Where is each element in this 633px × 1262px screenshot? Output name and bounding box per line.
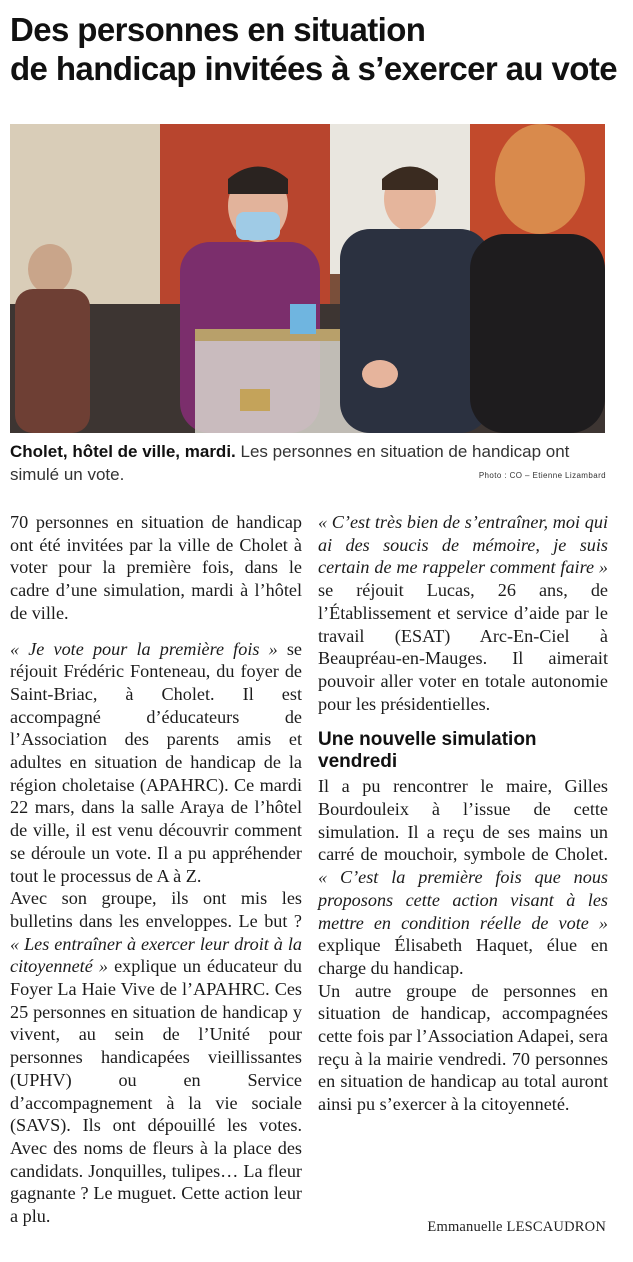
quote-fonteneau: « Je vote pour la première fois » [10, 638, 278, 659]
article-column-2 [318, 511, 608, 1116]
paragraph-2 [10, 638, 302, 888]
caption-lead: Cholet, hôtel de ville, mardi. [10, 442, 236, 461]
paragraph-5-end: explique Élisabeth Haquet, élue en charge du handicap. [318, 935, 608, 978]
photo-credit: Photo : CO – Etienne Lizambard [478, 471, 606, 480]
paragraph-2-text: se réjouit Frédéric Fonteneau, du foyer de Saint-Briac, à Cholet. Il est accompagné d’éducateurs de l’Association des parents amis et adultes en situation de handicap de la région choletaise (APAHRC). Ce mardi 22 mars, dans la salle Araya de l’hôtel de ville, il est venu découvrir comment se déroule un vote. Il a pu appréhender tout le processus de A à Z. [10, 638, 302, 886]
section-subhead: Une nouvelle simulation vendredi [318, 729, 537, 773]
quote-haquet: « C’est la première fois que nous proposons cette action visant à les mettre en condition réelle de vote » [318, 867, 608, 933]
paragraph-3 [10, 887, 302, 1228]
paragraph-3-end: explique un éducateur du Foyer La Haie Vive de l’APAHRC. Ces 25 personnes en situation de handicap y vivent, au sein de l’Unité pour personnes handicapées vieillissantes (UPHV) ou en Service d’accompagnement à la vie sociale (SAVS). Ils ont dépouillé les votes. Avec des noms de fleurs à la place des candidats. Jonquilles, tulipes… La fleur gagnante ? Le muguet. Cette action leur a plu. [10, 956, 302, 1227]
paragraph-5-start: Il a pu rencontrer le maire, Gilles Bourdouleix à l’issue de cette simulation. Il a reçu de ses mains un carré de mouchoir, symbole de Cholet. [318, 776, 608, 865]
paragraph-4 [318, 511, 608, 715]
paragraph-3-start: Avec son groupe, ils ont mis les bulletins dans les enveloppes. Le but ? [10, 888, 302, 931]
article-headline [10, 10, 625, 88]
quote-lucas: « C’est très bien de s’entraîner, moi qui ai des soucis de mémoire, je suis certain de me rappeler comment faire » [318, 512, 608, 578]
paragraph-5 [318, 775, 608, 979]
paragraph-6: Un autre groupe de personnes en situation de handicap, accompagnées cette fois par l’Association Adapei, sera reçu à la mairie vendredi. 70 personnes en situation de handicap au total auront ainsi pu s’exercer à la citoyenneté. [318, 980, 608, 1115]
headline-line-1: Des personnes en situation [10, 11, 426, 48]
headline-line-2: de handicap invitées à s’exercer au vote [10, 50, 617, 87]
article-column-1 [10, 511, 302, 1228]
author-byline: Emmanuelle LESCAUDRON [427, 1219, 606, 1235]
photo-illustration [10, 124, 605, 433]
paragraph-4-text: se réjouit Lucas, 26 ans, de l’Établissement et service d’aide par le travail (ESAT) Arc-En-Ciel à Beaupréau-en-Mauges. Il aimerait pouvoir aller voter en totale autonomie pour les présidentielles. [318, 580, 608, 714]
paragraph-intro: 70 personnes en situation de handicap ont été invitées par la ville de Cholet à voter pour la première fois, dans le cadre d’une simulation, mardi à l’hôtel de ville. [10, 512, 302, 623]
article-photo [10, 124, 605, 433]
caption-text: Les personnes en situation de handicap ont simulé un vote. [10, 442, 570, 484]
quote-educateur: « Les entraîner à exercer leur droit à la citoyenneté » [10, 933, 302, 977]
